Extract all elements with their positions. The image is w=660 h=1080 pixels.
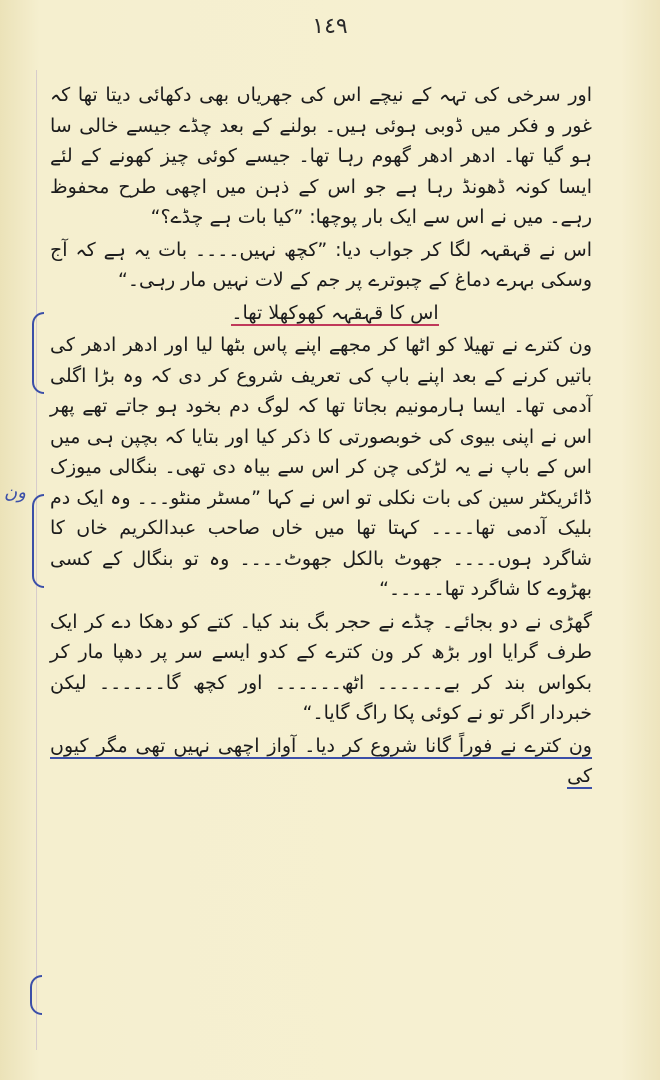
- paragraph: اور سرخی کی تہہ کے نیچے اس کی جھریاں بھی دکھائی دیتا تھا کہ غور و فکر میں ڈوبی ہوئی ہیں۔ بولنے کے بعد چڈے جیسے خالی سا ہو گیا تھا۔ ادھر ادھر گھوم رہا تھا۔ جیسے کوئی چیز کھونے کے لئے ایسا کونہ ڈھونڈ رہا ہے جو اس کے ذہن میں اچھی طرح محفوظ رہے۔ میں نے اس سے ایک بار پوچھا: ”کیا بات ہے چڈے؟“: [50, 84, 592, 228]
- margin-annotation: ون: [4, 482, 26, 503]
- paragraph: اس نے قہقہہ لگا کر جواب دیا: ”کچھ نہیں۔۔۔۔ بات یہ ہے کہ آج وسکی بہرے دماغ کے چبوترے پر جم کے لات نہیں مار رہی۔“: [50, 238, 592, 291]
- paragraph: ون کترے نے تھیلا کو اٹھا کر مجھے اپنے پاس بٹھا لیا اور ادھر ادھر کی باتیں کرنے کے بعد اپنے باپ کی تعریف شروع کر دی کہ وہ بڑا اگلی آدمی تھا۔ ایسا ہارمونیم بجاتا تھا کہ لوگ دم بخود ہو جاتے تھے پھر اس نے اپنی بیوی کی خوبصورتی کا ذکر کیا اور بتایا کہ بچپن ہی میں اس کے باپ نے یہ لڑکی چن کر اس سے بیاہ دی تھی۔ بنگالی میوزک ڈائریکٹر سین کی بات نکلی تو اس نے کہا ”مسٹر منٹو۔۔۔ وہ ایک دم بلیک آدمی تھا۔۔۔۔ کہتا تھا میں خاں صاحب عبدالکریم خاں کا شاگرد ہوں۔۔۔۔ جھوٹ بالکل جھوٹ۔۔۔۔ وہ تو بنگال کے کسی بھڑوے کا شاگرد تھا۔۔۔۔۔“: [50, 334, 592, 600]
- margin-bracket: [30, 975, 42, 1015]
- paragraph: [50, 298, 620, 329]
- margin-bracket: [32, 312, 44, 394]
- paragraph: گھڑی نے دو بجائے۔ چڈے نے حجر بگ بند کیا۔ کتے کو دھکا دے کر ایک طرف گرایا اور بڑھ کر ون کترے کے کدو ایسے سر پر دھپا مار کر بکواس بند کر بے۔۔۔۔۔۔ اٹھ۔۔۔۔۔۔ اور کچھ گا۔۔۔۔۔۔ لیکن خبردار اگر تو نے کوئی پکا راگ گایا۔“: [50, 610, 592, 724]
- margin-bracket: [32, 494, 44, 588]
- body-text: [50, 80, 620, 792]
- underlined-sentence: اس کا قہقہہ کھوکھلا تھا۔: [231, 301, 439, 324]
- paragraph: [50, 731, 620, 792]
- underlined-sentence: ون کترے نے فوراً گانا شروع کر دیا۔ آواز اچھی نہیں تھی مگر کیوں کی: [50, 734, 592, 787]
- page-number: ١٤٩: [312, 14, 348, 39]
